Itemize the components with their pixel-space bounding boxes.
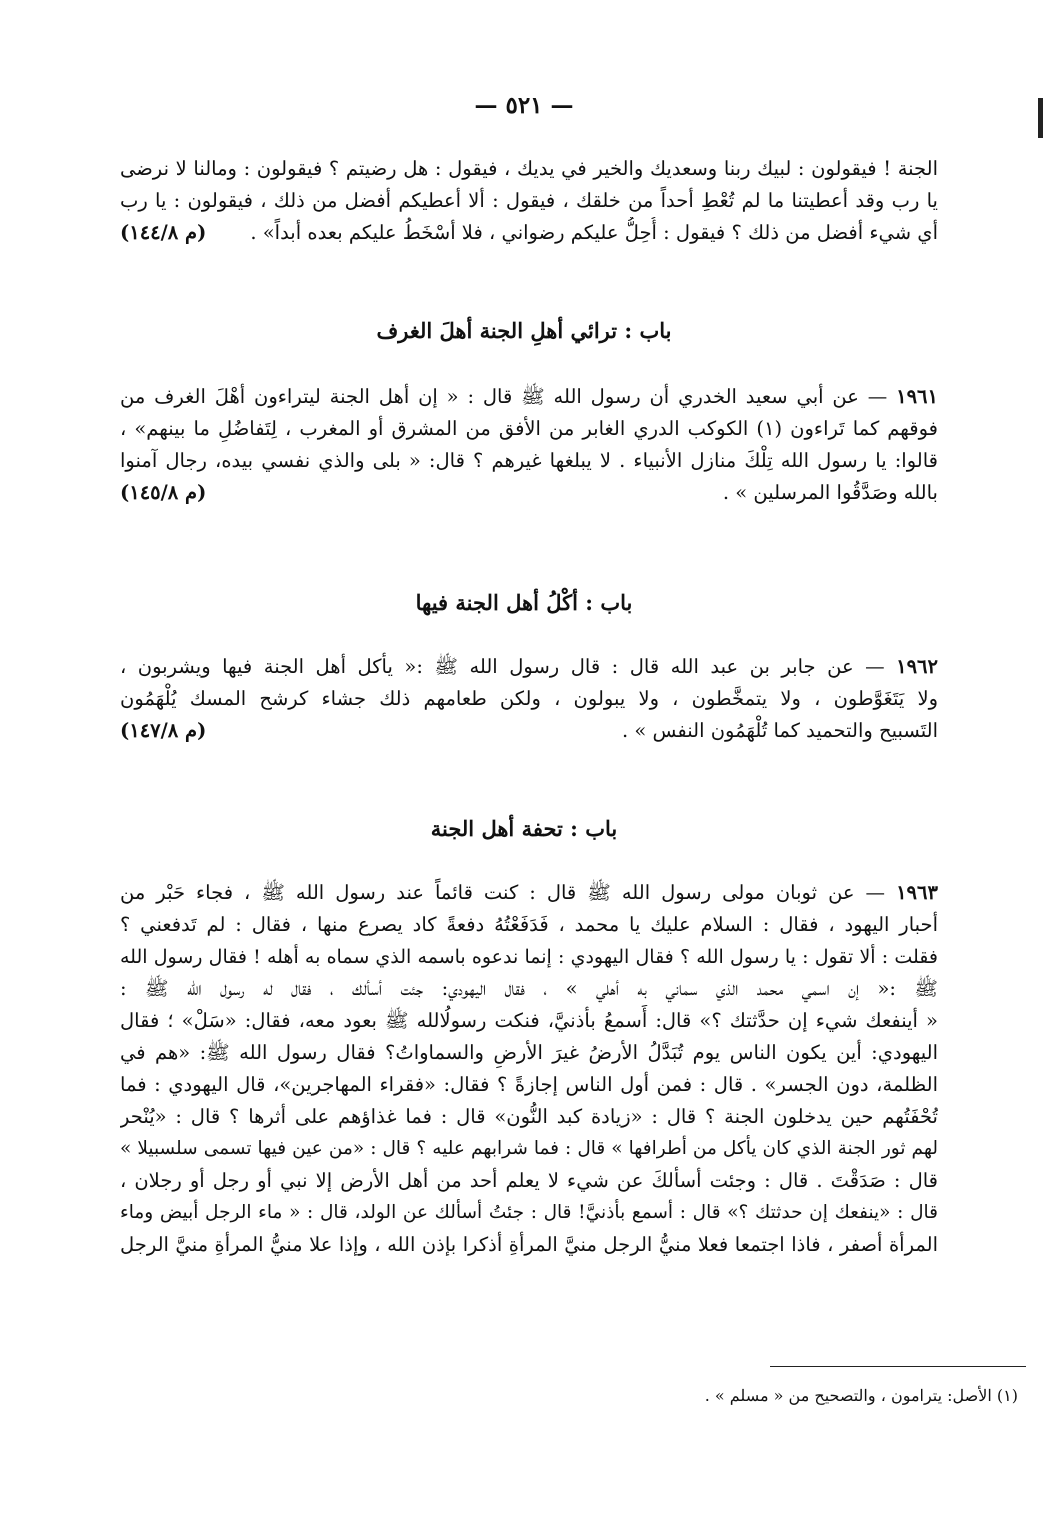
- reference: (م ١٤٥/٨): [120, 481, 207, 504]
- text-line: « أينفعك شيء إن حدَّثتك ؟» قال: أَسمعُ بأذنيَّ، فنكت رسولُالله ﷺ بعود معه، فقال: «سَلْ» ؛ فقال: [120, 1009, 938, 1032]
- text-line: [120, 715, 938, 747]
- section-heading: باب : ترائي أهلِ الجنة أهلَ الغرف: [376, 318, 672, 343]
- page-number: — ٥٢١ —: [474, 92, 574, 119]
- text-line: [120, 651, 938, 683]
- text-line: قال : صَدَقْتَ . قال : وجئت أسألكَ عن شيء لا يعلم أحد من أهل الأرض إلا نبي أو رجل أو رجلان ،: [120, 1169, 938, 1192]
- hadith-number: ١٩٦١: [896, 385, 938, 408]
- text-line: لهم ثور الجنة الذي كان يأكل من أطرافها » قال : فما شرابهم عليه ؟ قال : «من عين فيها تسمى سلسبيلا »: [120, 1138, 938, 1159]
- line-text: التَسبيح والتحميد كما تُلْهَمُون النفس » .: [622, 719, 938, 742]
- text-line: [120, 381, 938, 413]
- hadith-number: ١٩٦٣: [896, 881, 938, 904]
- reference: (م ١٤٤/٨): [120, 221, 207, 244]
- text-line: قالوا: يا رسول الله تِلْكَ منازل الأنبياء . لا يبلغها غيرهم ؟ قال: « بلى والذي نفسي بيده، رجال آمنوا: [120, 449, 938, 472]
- text-line: اليهودي: أين يكون الناس يوم تُبَدَّلُ الأرضُ غيرَ الأرضِ والسماواتُ؟ فقال رسول الله ﷺ: «هم في: [120, 1041, 938, 1064]
- page-edge-mark: [1038, 98, 1043, 138]
- footnote-divider: [770, 1366, 1026, 1367]
- text-line: أحبار اليهود ، فقال : السلام عليك يا محمد ، فَدَفَعْتُهُ دفعةً كاد يصرع منها ، فقال : لم تَدفعني ؟: [120, 913, 938, 936]
- line-text: أي شيء أفضل من ذلك ؟ فيقول : أُحِلُّ عليكم رضواني ، فلا أسْخَطُ عليكم بعده أبداً» .: [250, 221, 938, 244]
- text-line: فوقهم كما تَراءون (١) الكوكب الدري الغابر من الأفق من المشرق أو المغرب ، لِتَفاضُلِ ما بينهم» ،: [120, 417, 938, 440]
- reference: (م ١٤٧/٨): [120, 719, 207, 742]
- hadith-number: ١٩٦٢: [896, 655, 938, 678]
- text-line: الظلمة، دون الجسر» . قال : فمن أول الناس إجازةً ؟ فقال: «فقراء المهاجرين»، قال اليهودي : فما: [120, 1073, 938, 1096]
- text-line: ولا يَتَغَوَّطون ، ولا يتمخَّطون ، ولا يبولون ، ولكن طعامهم ذلك جشاء كرشح المسك يُلْهَمُون: [120, 687, 938, 710]
- hadith-1961: [120, 381, 938, 509]
- text-line: [120, 877, 938, 909]
- line-text: — عن ثوبان مولى رسول الله ﷺ قال : كنت قائماً عند رسول الله ﷺ ، فجاء حَبْر من: [120, 881, 886, 904]
- line-text: — عن جابر بن عبد الله قال : قال رسول الله ﷺ :« يأكل أهل الجنة فيها ويشربون ،: [120, 655, 885, 678]
- text-line: [120, 217, 938, 249]
- intro-paragraph: [120, 153, 938, 249]
- text-line: ﷺ :« إن اسمي محمد الذي سماني به أهلي » ، فقال اليهودي: جئت أسألك ، فقال له رسول الله ﷺ :: [120, 977, 938, 1000]
- hadith-1962: [120, 651, 938, 747]
- line-text: — عن أبي سعيد الخدري أن رسول الله ﷺ قال : « إن أهل الجنة ليتراءون أهْلَ الغرف من: [120, 385, 888, 408]
- section-heading: باب : تحفة أهل الجنة: [430, 816, 618, 841]
- section-heading: باب : أكْلُ أهل الجنة فيها: [415, 590, 633, 615]
- text-line: فقلت : ألا تقول : يا رسول الله ؟ فقال اليهودي : إنما ندعوه باسمه الذي سماه به أهله ! فقال رسول الله: [120, 946, 938, 968]
- text-line: [120, 477, 938, 509]
- text-line: قال : «ينفعك إن حدثتك ؟» قال : أسمع بأذنيَّ! قال : جئتُ أسألك عن الولد، قال : « ماء الرجل أبيض وماء: [120, 1202, 938, 1223]
- text-line: المرأة أصفر ، فاذا اجتمعا فعلا منيُّ الرجل منيَّ المرأةِ أذكرا بإذن الله ، وإذا علا منيُّ المرأةِ منيَّ الرجل: [120, 1233, 938, 1256]
- text-line: يا رب وقد أعطيتنا ما لم تُعْطِ أحداً من خلقك ، فيقول : ألا أعطيكم أفضل من ذلك ، فيقولون : يا رب: [120, 189, 938, 212]
- text-line: الجنة ! فيقولون : لبيك ربنا وسعديك والخير في يديك ، فيقول : هل رضيتم ؟ فيقولون : ومالنا لا نرضى: [120, 157, 938, 180]
- text-line: تُحْفَتُهم حين يدخلون الجنة ؟ قال : «زيادة كبد النُّون» قال : فما غذاؤهم على أثرها ؟ قال : «يُنْحر: [120, 1105, 938, 1128]
- hadith-1963: [120, 877, 938, 1261]
- line-text: بالله وصَدَّقُوا المرسلين » .: [722, 481, 938, 504]
- footnote: (١) الأصل: يترامون ، والتصحيح من « مسلم » .: [704, 1386, 1018, 1405]
